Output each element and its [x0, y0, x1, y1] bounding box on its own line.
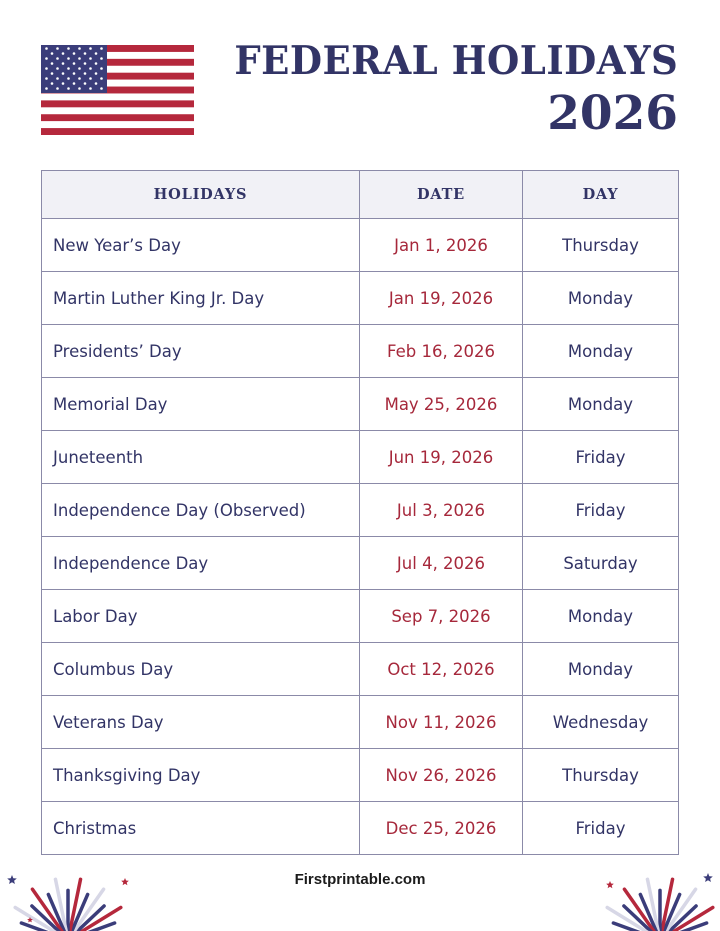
holiday-date: Nov 26, 2026 [360, 749, 523, 802]
table-row [42, 325, 679, 378]
holiday-name: Juneteenth [42, 431, 360, 484]
holiday-date: Jun 19, 2026 [360, 431, 523, 484]
table-row [42, 643, 679, 696]
holiday-day: Thursday [523, 219, 679, 272]
holiday-date: May 25, 2026 [360, 378, 523, 431]
holiday-name: Independence Day [42, 537, 360, 590]
table-row [42, 378, 679, 431]
header-day: DAY [523, 171, 679, 219]
page-year: 2026 [547, 86, 678, 141]
holiday-name: Labor Day [42, 590, 360, 643]
holiday-date: Jul 3, 2026 [360, 484, 523, 537]
table-row [42, 696, 679, 749]
holiday-day: Monday [523, 272, 679, 325]
holiday-name: New Year’s Day [42, 219, 360, 272]
table-row [42, 590, 679, 643]
holiday-name: Memorial Day [42, 378, 360, 431]
holiday-date: Jul 4, 2026 [360, 537, 523, 590]
holiday-day: Friday [523, 802, 679, 855]
holiday-day: Saturday [523, 537, 679, 590]
holiday-name: Presidents’ Day [42, 325, 360, 378]
holiday-day: Friday [523, 484, 679, 537]
table-row [42, 272, 679, 325]
table-row [42, 484, 679, 537]
holiday-date: Jan 1, 2026 [360, 219, 523, 272]
holiday-date: Dec 25, 2026 [360, 802, 523, 855]
holiday-name: Thanksgiving Day [42, 749, 360, 802]
table-header-row [42, 171, 679, 219]
table-row [42, 537, 679, 590]
holiday-day: Monday [523, 590, 679, 643]
page-title: FEDERAL HOLIDAYS [234, 38, 678, 84]
holiday-name: Independence Day (Observed) [42, 484, 360, 537]
holiday-name: Martin Luther King Jr. Day [42, 272, 360, 325]
us-flag-icon [41, 45, 194, 135]
holiday-date: Feb 16, 2026 [360, 325, 523, 378]
holidays-table [41, 170, 679, 855]
holiday-name: Columbus Day [42, 643, 360, 696]
holiday-day: Thursday [523, 749, 679, 802]
table-row [42, 802, 679, 855]
holiday-day: Wednesday [523, 696, 679, 749]
table-row [42, 749, 679, 802]
holiday-day: Monday [523, 378, 679, 431]
holiday-day: Monday [523, 643, 679, 696]
table-row [42, 219, 679, 272]
holiday-name: Veterans Day [42, 696, 360, 749]
header-date: DATE [360, 171, 523, 219]
fireworks-icon [0, 860, 140, 931]
holiday-date: Jan 19, 2026 [360, 272, 523, 325]
holiday-date: Nov 11, 2026 [360, 696, 523, 749]
holiday-day: Friday [523, 431, 679, 484]
holiday-date: Sep 7, 2026 [360, 590, 523, 643]
header-holidays: HOLIDAYS [42, 171, 360, 219]
table-row [42, 431, 679, 484]
footer-site: Firstprintable.com [294, 871, 426, 888]
holiday-name: Christmas [42, 802, 360, 855]
fireworks-icon [590, 860, 720, 931]
holiday-day: Monday [523, 325, 679, 378]
holiday-date: Oct 12, 2026 [360, 643, 523, 696]
